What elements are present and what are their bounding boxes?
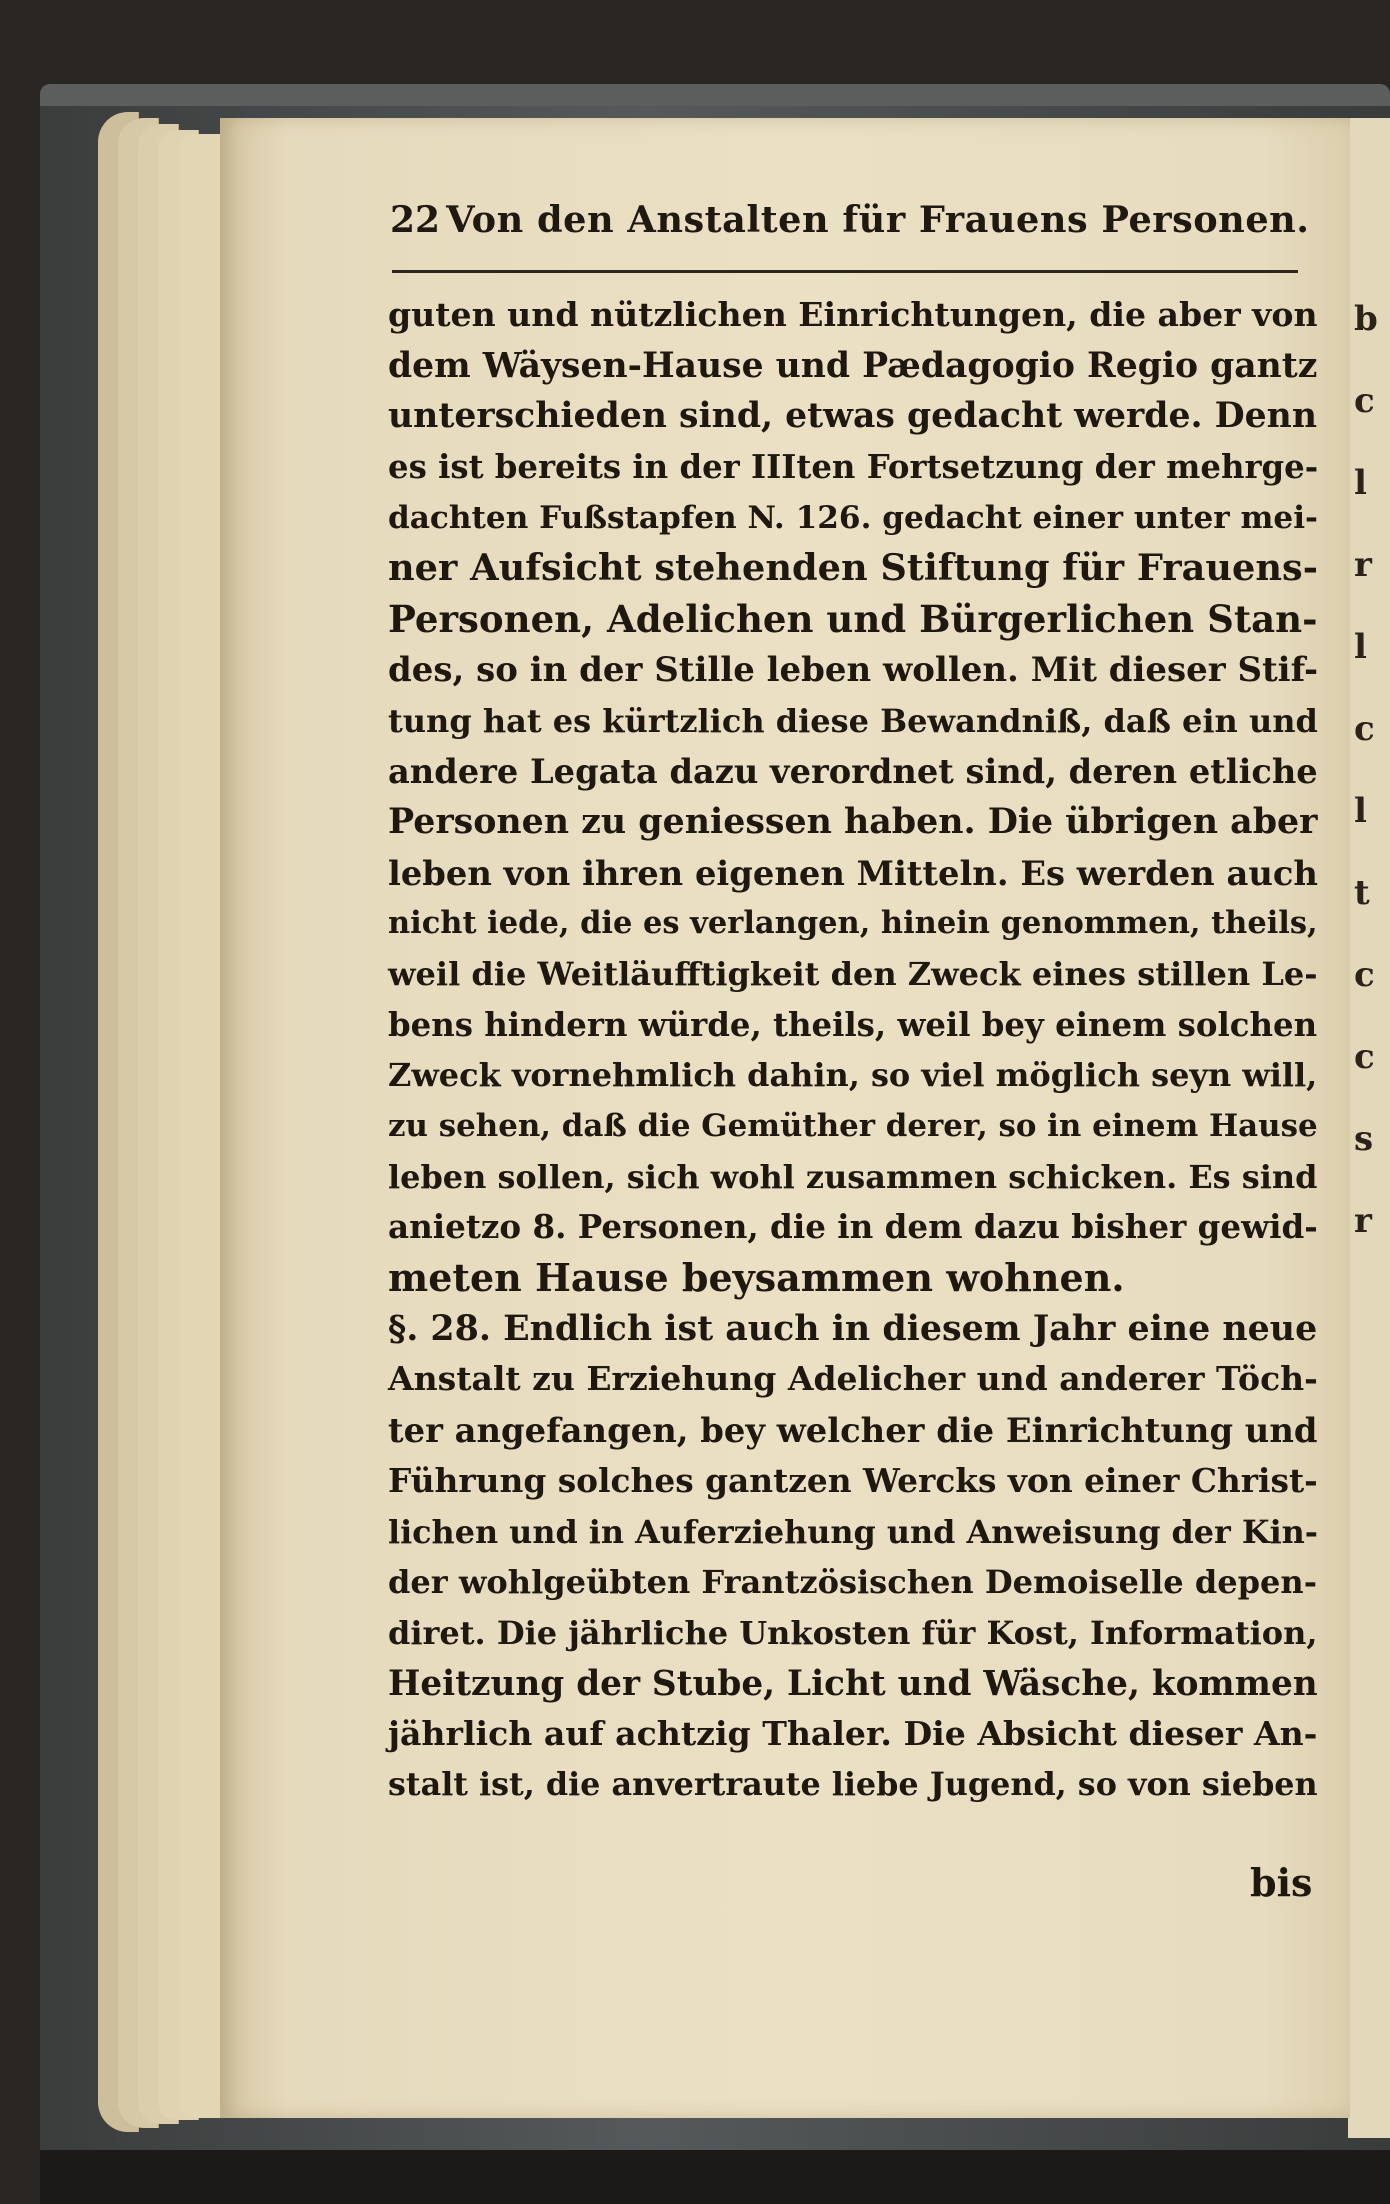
text-line: Zweck vornehmlich dahin, so viel möglich seyn will, <box>388 1056 1318 1095</box>
adjacent-page-letter: c <box>1354 381 1375 421</box>
text-line: leben sollen, sich wohl zusammen schicken. Es sind <box>388 1157 1318 1196</box>
text-line: unterschieden sind, etwas gedacht werde. Denn <box>388 395 1317 437</box>
text-line: lichen und in Auferziehung und Anweisung der Kin- <box>388 1512 1319 1551</box>
text-line: bens hindern würde, theils, weil bey einem solchen <box>388 1005 1318 1044</box>
text-line: andere Legata dazu verordnet sind, deren etliche <box>388 751 1318 792</box>
text-line: Anstalt zu Erziehung Adelicher und anderer Töch- <box>388 1359 1318 1399</box>
adjacent-page-letter: r <box>1354 545 1372 585</box>
text-line: der wohlgeübten Frantzösischen Demoiselle depen- <box>388 1563 1318 1602</box>
text-line: dem Wäysen-Hause und Pædagogio Regio gantz <box>388 345 1318 386</box>
adjacent-page-letter: l <box>1354 791 1367 831</box>
adjacent-page-letter: c <box>1354 709 1375 749</box>
text-line: Personen, Adelichen und Bürgerlichen Stan- <box>388 597 1318 642</box>
adjacent-page-letter: b <box>1354 299 1378 339</box>
text-line: meten Hause beysammen wohnen. <box>388 1255 1125 1301</box>
text-line: Führung solches gantzen Wercks von einer Christ- <box>388 1460 1318 1500</box>
adjacent-page-letter: l <box>1354 463 1367 503</box>
text-line: tung hat es kürtzlich diese Bewandniß, daß ein und <box>388 701 1318 740</box>
text-line: es ist bereits in der IIIten Fortsetzung der mehrge- <box>388 448 1319 487</box>
text-line: diret. Die jährliche Unkosten für Kost, Information, <box>388 1613 1318 1652</box>
page-header <box>390 198 1350 268</box>
text-line: leben von ihren eigenen Mitteln. Es werden auch <box>388 852 1318 893</box>
text-line: stalt ist, die anvertraute liebe Jugend, so von sieben <box>388 1765 1318 1803</box>
text-line: des, so in der Stille leben wollen. Mit dieser Stif- <box>388 649 1319 690</box>
book-cover-top-edge <box>40 84 1390 106</box>
adjacent-page-letter: l <box>1354 627 1367 667</box>
text-line: jährlich auf achtzig Thaler. Die Absicht dieser An- <box>388 1714 1318 1754</box>
book-page <box>220 118 1350 2118</box>
text-line: guten und nützlichen Einrichtungen, die aber von <box>388 295 1318 334</box>
text-line: Personen zu geniessen haben. Die übrigen aber <box>388 800 1318 842</box>
adjacent-page-letter: s <box>1354 1119 1374 1159</box>
text-line: nicht iede, die es verlangen, hinein genommen, theils, <box>388 905 1318 942</box>
page-edge <box>180 134 221 2118</box>
book-bottom-shadow <box>40 2150 1390 2204</box>
text-line: ner Aufsicht stehenden Stiftung für Frauens- <box>388 546 1318 590</box>
text-line: anietzo 8. Personen, die in dem dazu bisher gewid- <box>388 1207 1318 1247</box>
header-rule <box>392 270 1298 273</box>
text-line: Heitzung der Stube, Licht und Wäsche, kommen <box>388 1663 1318 1704</box>
text-line: §. 28. Endlich ist auch in diesem Jahr eine neue <box>388 1307 1318 1349</box>
adjacent-page-letters <box>1354 278 1384 1262</box>
text-line: dachten Fußstapfen N. 126. gedacht einer unter mei- <box>388 499 1318 536</box>
adjacent-page-letter: c <box>1354 1037 1375 1077</box>
text-line: weil die Weitläufftigkeit den Zweck eines stillen Le- <box>388 954 1318 993</box>
page-number: 22 <box>390 199 441 241</box>
adjacent-page-letter: t <box>1354 873 1370 913</box>
text-line: ter angefangen, bey welcher die Einrichtung und <box>388 1410 1318 1451</box>
body-text <box>388 290 1318 1811</box>
running-title: Von den Anstalten für Frauens Personen. <box>446 198 1310 241</box>
adjacent-page-letter: c <box>1354 955 1375 995</box>
adjacent-page-sliver <box>1348 118 1390 2138</box>
catchword: bis <box>1250 1860 1313 1905</box>
text-line: zu sehen, daß die Gemüther derer, so in einem Hause <box>388 1108 1318 1144</box>
adjacent-page-letter: r <box>1354 1201 1372 1241</box>
